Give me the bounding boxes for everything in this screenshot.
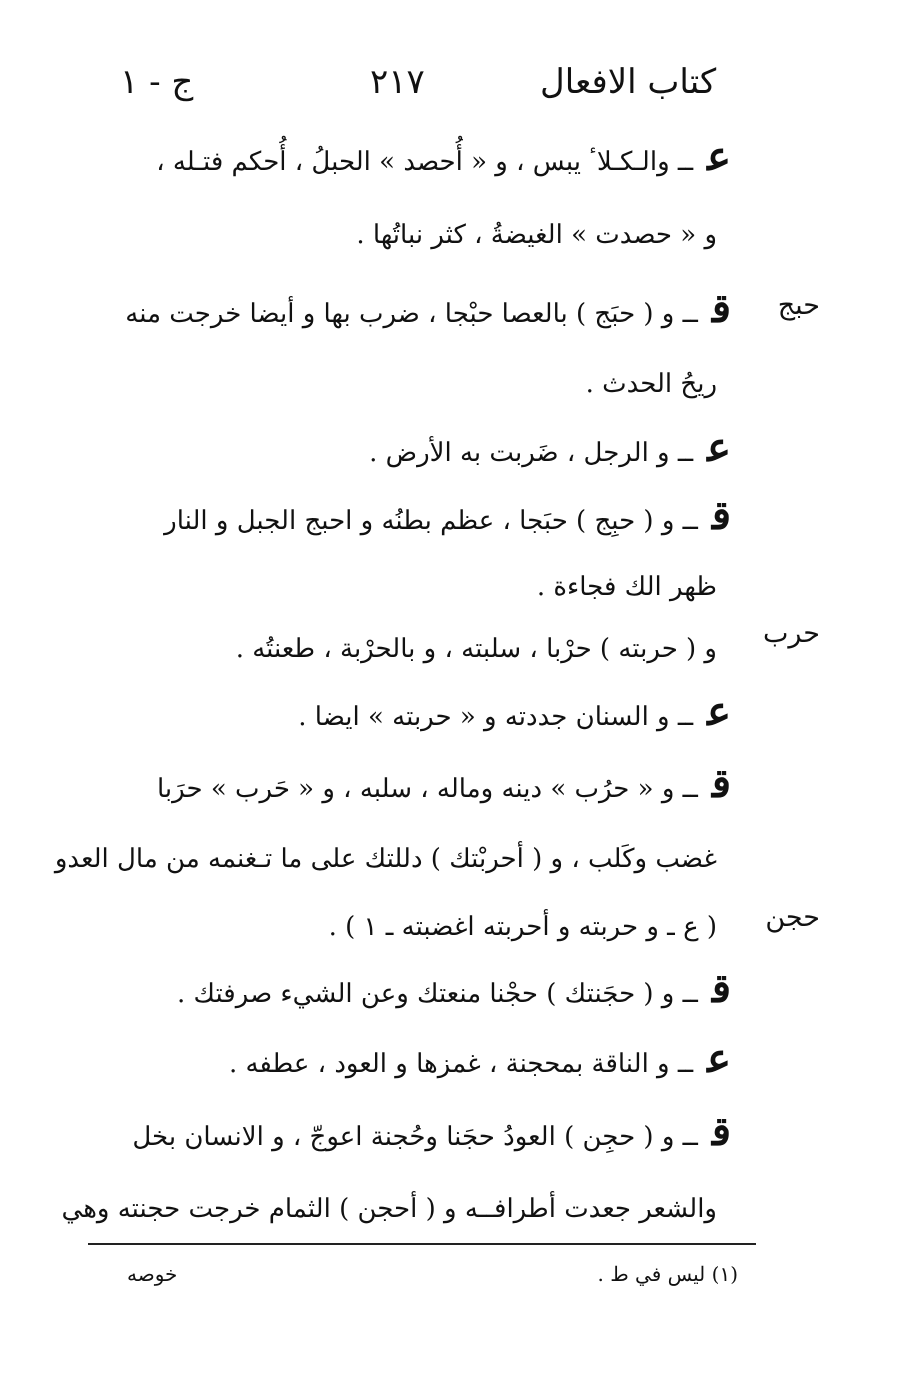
text-line (356, 206, 731, 253)
conjugation-marker: ع (707, 1035, 731, 1082)
line-text: ــ و « حرُب » دينه وماله ، سلبه ، و « حَرب » حرَبا (157, 774, 698, 804)
margin-entry-word: حبج (777, 290, 820, 321)
line-text: ــ و السنان جددته و « حربته » ايضا . (298, 702, 694, 732)
text-line (369, 424, 731, 471)
line-text: ظهر الك فجاءة . (536, 572, 717, 602)
text-line (156, 133, 731, 180)
line-text: ــ و الرجل ، ضَربت به الأرض . (369, 438, 694, 468)
line-text: ــ والـكـلاٴ يبس ، و « أُحصد » الحبلُ ، أُحكم فتـله ، (156, 147, 694, 177)
line-text: ــ و ( حجَنتك ) حجْنا منعتك وعن الشيء صرفتك . (177, 979, 698, 1009)
footnote-divider (88, 1243, 756, 1245)
text-line (298, 688, 731, 735)
text-line (157, 760, 731, 807)
text-line (55, 830, 731, 877)
line-text: ( ع ـ و حربته و أحربته اغضبته ـ ١ ) . (328, 912, 717, 942)
text-line (132, 1108, 731, 1155)
text-line (62, 1180, 731, 1227)
line-text: و « حصدت » الغيضةُ ، كثر نباتُها . (356, 220, 717, 250)
margin-entry-word: حرب (762, 618, 820, 649)
conjugation-marker: ع (707, 424, 731, 471)
text-line (125, 285, 731, 332)
conjugation-marker: ق (711, 965, 731, 1012)
conjugation-marker: ق (711, 1108, 731, 1155)
line-text: ــ و ( حجِن ) العودُ حجَنا وحُجنة اعوجّ ، و الانسان بخل (132, 1122, 698, 1152)
text-line (329, 898, 731, 945)
volume-number: ج - ١ (120, 62, 194, 102)
footnote: (١) ليس في ط . (597, 1262, 738, 1286)
text-line (164, 492, 731, 539)
book-title: كتاب الافعال (540, 62, 717, 102)
text-line (236, 620, 731, 667)
line-text: غضب وكَلب ، و ( أحربْتك ) دللتك على ما تـغنمه من مال العدو (54, 844, 717, 874)
line-text: والشعر جعدت أطرافــه و ( أحجن ) الثمام خرجت حجنته وهي (61, 1194, 717, 1224)
line-text: ريحُ الحدث . (585, 369, 717, 399)
conjugation-marker: ق (711, 760, 731, 807)
margin-entry-word: حجن (765, 902, 820, 933)
conjugation-marker: ق (711, 492, 731, 539)
conjugation-marker: ع (707, 688, 731, 735)
line-text: ــ و ( حبِج ) حبَجا ، عظم بطنُه و احبج الجبل و النار (164, 506, 698, 536)
page-number: ٢١٧ (370, 62, 425, 102)
text-line (537, 558, 731, 605)
line-text: ــ و ( حبَج ) بالعصا حبْجا ، ضرب بها و أيضا خرجت منه (125, 299, 698, 329)
text-line (586, 355, 731, 402)
line-text: ــ و الناقة بمحجنة ، غمزها و العود ، عطفه . (228, 1049, 694, 1079)
conjugation-marker: ق (711, 285, 731, 332)
line-text: و ( حربته ) حرْبا ، سلبته ، و بالحرْبة ، طعنتُه . (235, 634, 717, 664)
catchword: خوصه (127, 1262, 178, 1286)
text-line (177, 965, 731, 1012)
text-line (229, 1035, 731, 1082)
conjugation-marker: ع (707, 133, 731, 180)
